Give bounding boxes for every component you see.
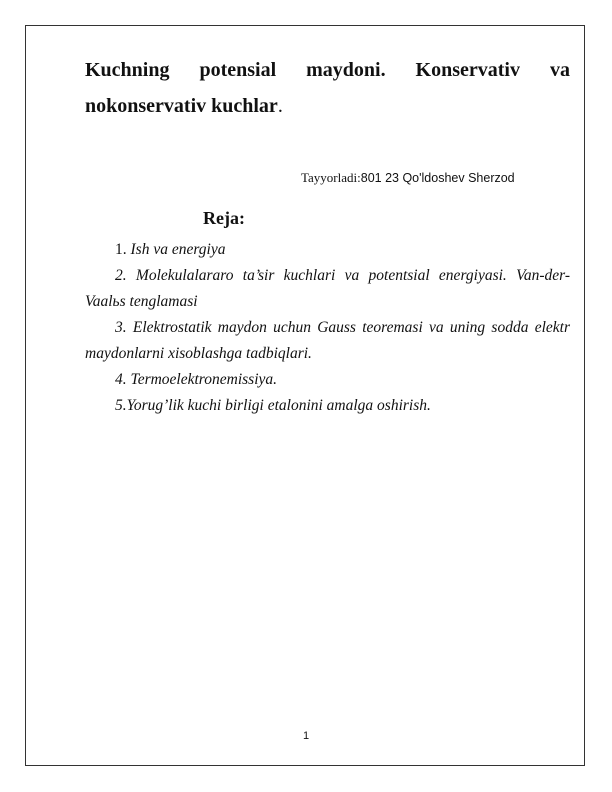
- author-name: 801 23 Qo'ldoshev Sherzod: [360, 171, 515, 185]
- author-label: Tayyorladi:: [301, 170, 361, 185]
- title-word: Konservativ: [415, 59, 520, 81]
- plan-item-number: 4.: [115, 371, 131, 388]
- title-word: Kuchning: [85, 59, 170, 81]
- author-line: [301, 170, 515, 186]
- plan-item: [85, 237, 570, 263]
- plan-item-number: 3.: [115, 319, 133, 336]
- plan-item-text: Elektrostatik maydon uchun Gauss teoremasi va uning sodda elektr maydonlarni xisoblashga tadbiqlari.: [85, 319, 570, 362]
- document-title-line-1: [85, 60, 570, 80]
- plan-item-text: Yorug’lik kuchi birligi etalonini amalga oshirish.: [126, 397, 431, 414]
- plan-item-text: Termoelektronemissiya.: [130, 371, 278, 388]
- title-line-2-period: .: [277, 95, 283, 117]
- document-title-line-2: [85, 96, 570, 116]
- plan-item-text: Ish va energiya: [130, 241, 226, 258]
- title-word: va: [549, 59, 570, 81]
- plan-item: [85, 367, 570, 393]
- plan-item-number: 2.: [115, 267, 136, 284]
- plan-heading: Reja:: [203, 208, 245, 228]
- plan-item-number: 5.: [115, 397, 127, 414]
- plan-item-number: 1.: [115, 241, 131, 258]
- plan-item: [85, 263, 570, 315]
- plan-item: [85, 315, 570, 367]
- plan-list: [85, 237, 570, 419]
- title-word: potensial: [199, 59, 277, 81]
- plan-item-text: Molekulalararo ta’sir kuchlari va potentsial energiyasi. Van-der-Vaalьs tenglamasi: [85, 267, 571, 310]
- title-line-2-text: nokonservativ kuchlar: [85, 95, 278, 117]
- page-number: 1: [302, 730, 310, 742]
- title-word: maydoni.: [306, 59, 386, 81]
- plan-item: [85, 393, 570, 419]
